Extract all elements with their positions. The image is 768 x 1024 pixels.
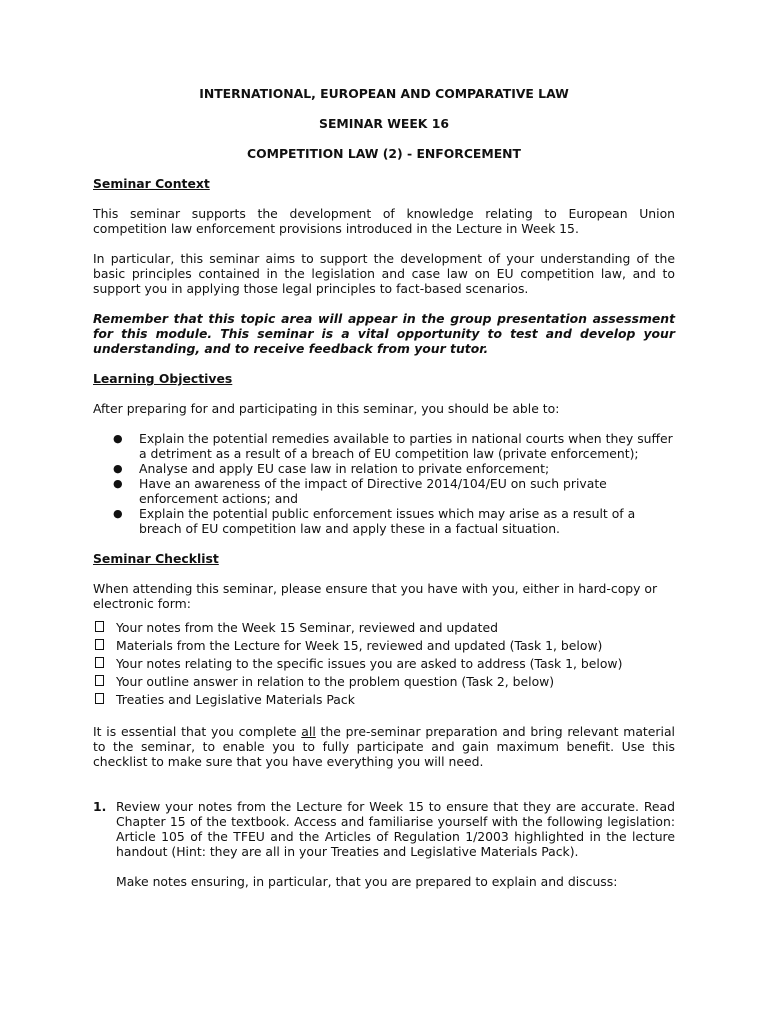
essential-note: It is essential that you complete all the pre-seminar preparation and bring relevant material to the seminar, to enable you to fully participate and gain maximum benefit. Use this checklist to make sure that you have everything you will need. xyxy=(93,724,675,769)
task-item-1 xyxy=(93,799,675,889)
seminar-context-heading: Seminar Context xyxy=(93,176,210,191)
bullet-icon: ● xyxy=(113,462,123,475)
checklist-items xyxy=(93,619,675,709)
task-followup: Make notes ensuring, in particular, that you are prepared to explain and discuss: xyxy=(116,874,618,889)
checkbox-icon xyxy=(95,693,104,704)
list-item: ● Explain the potential public enforcement issues which may arise as a result of a breach of EU competition law and apply these in a factual situation. xyxy=(113,506,636,536)
checklist-item: Materials from the Lecture for Week 15, reviewed and updated (Task 1, below) xyxy=(93,637,675,655)
checkbox-icon xyxy=(95,675,104,686)
task-text: Review your notes from the Lecture for Week 15 to ensure that they are accurate. Read Chapter 15 of the textbook. Access and familiarise yourself with the following legislation: Article 105 of the TFEU and the Articles of Regulation 1/2003 highlighted in the lecture handout (Hint: they are all in your Treaties and Legislative Materials Pack). xyxy=(116,799,675,859)
checklist-item: Your notes relating to the specific issues you are asked to address (Task 1, below) xyxy=(93,655,675,673)
task-number: 1. xyxy=(93,799,107,814)
list-item: ● Explain the potential remedies available to parties in national courts when they suffer a detriment as a result of a breach of EU competition law (private enforcement); xyxy=(113,431,673,461)
task-list xyxy=(93,799,675,889)
list-item: ● Have an awareness of the impact of Directive 2014/104/EU on such private enforcement actions; and xyxy=(113,476,607,506)
document-body xyxy=(93,86,675,889)
checkbox-icon xyxy=(95,657,104,668)
objectives-list xyxy=(93,431,675,536)
checklist-item: Treaties and Legislative Materials Pack xyxy=(93,691,675,709)
topic-title: COMPETITION LAW (2) - ENFORCEMENT xyxy=(246,146,521,161)
seminar-week-title: SEMINAR WEEK 16 xyxy=(319,116,449,131)
learning-objectives-heading: Learning Objectives xyxy=(93,371,233,386)
seminar-checklist-heading: Seminar Checklist xyxy=(93,551,219,566)
bullet-icon: ● xyxy=(113,477,123,490)
checklist-item: Your notes from the Week 15 Seminar, reviewed and updated xyxy=(93,619,675,637)
checkbox-icon xyxy=(95,621,104,632)
course-title: INTERNATIONAL, EUROPEAN AND COMPARATIVE LAW xyxy=(199,86,569,101)
context-paragraph-1: This seminar supports the development of knowledge relating to European Union competition law enforcement provisions introduced in the Lecture in Week 15. xyxy=(93,206,675,236)
list-item: ● Analyse and apply EU case law in relation to private enforcement; xyxy=(113,461,550,476)
context-reminder: Remember that this topic area will appear in the group presentation assessment for this module. This seminar is a vital opportunity to test and develop your understanding, and to receive feedback from your tutor. xyxy=(93,311,675,356)
checklist-item: Your outline answer in relation to the problem question (Task 2, below) xyxy=(93,673,675,691)
context-paragraph-2: In particular, this seminar aims to support the development of your understanding of the basic principles contained in the legislation and case law on EU competition law, and to support you in applying those legal principles to fact-based scenarios. xyxy=(93,251,675,296)
checkbox-icon xyxy=(95,639,104,650)
checklist-intro: When attending this seminar, please ensure that you have with you, either in hard-copy or electronic form: xyxy=(93,581,658,611)
bullet-icon: ● xyxy=(113,432,123,445)
bullet-icon: ● xyxy=(113,507,123,520)
objectives-intro: After preparing for and participating in this seminar, you should be able to: xyxy=(93,401,560,416)
